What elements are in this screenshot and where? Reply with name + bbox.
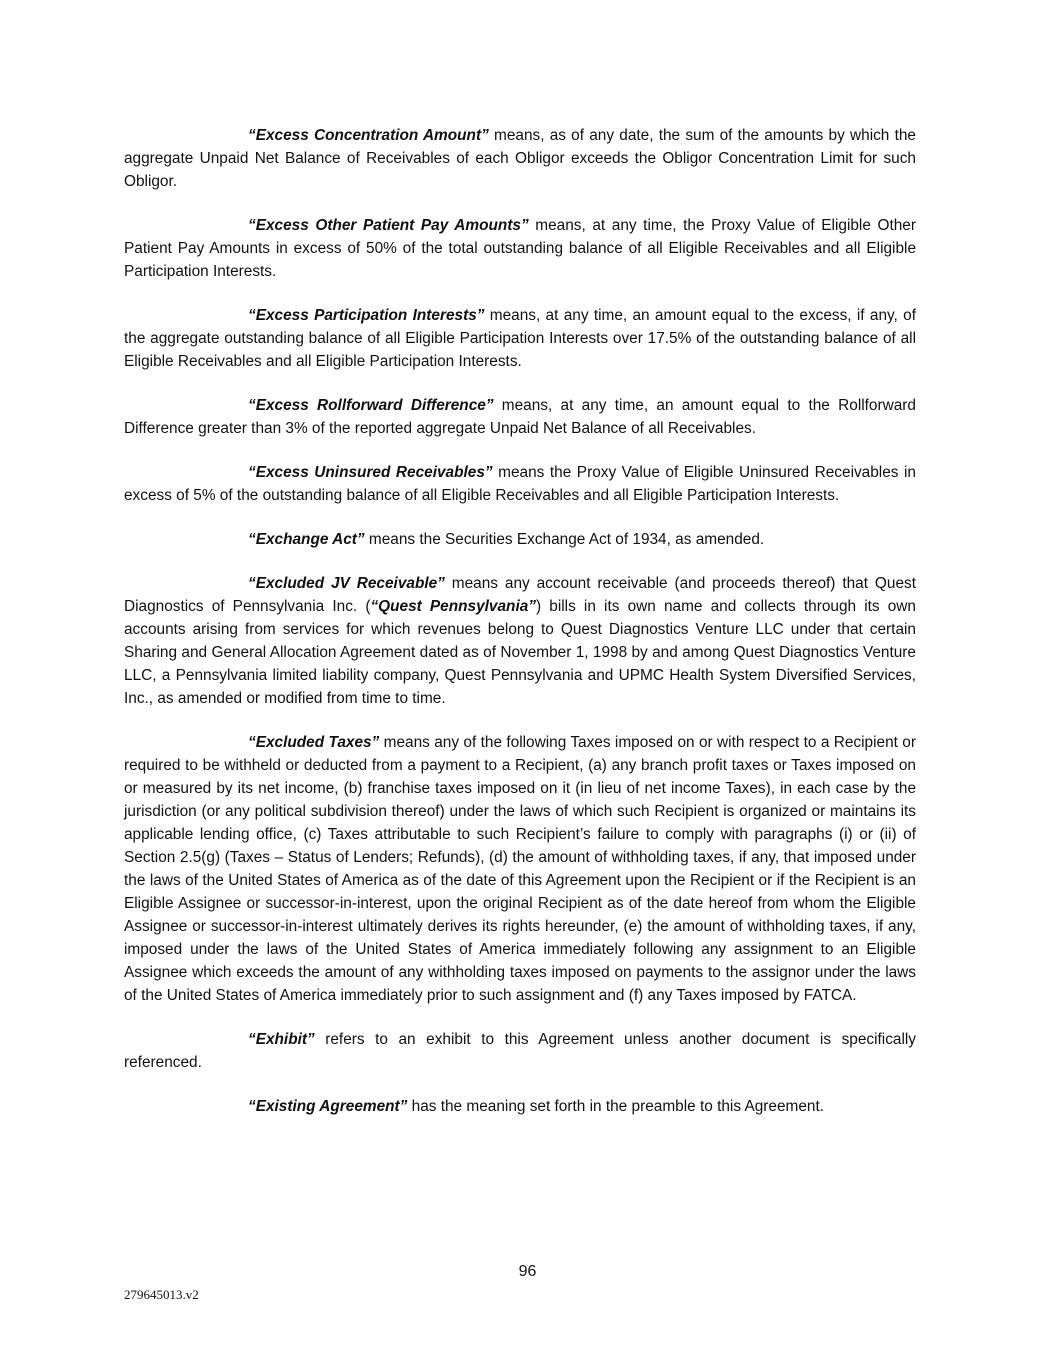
definition-excess-rollforward-difference xyxy=(124,394,916,440)
defined-term: “Excess Participation Interests” xyxy=(248,307,485,324)
definition-text: has the meaning set forth in the preamble to this Agreement. xyxy=(407,1098,825,1115)
definition-text: means, as of any date, the sum of the amounts by which the aggregate Unpaid Net Balance of Receivables of each Obligor exceeds the Obligor Concentration Limit for such Obligor. xyxy=(124,127,916,190)
definition-excess-other-patient-pay-amounts xyxy=(124,214,916,283)
definition-text: means, at any time, an amount equal to the Rollforward Difference greater than 3% of the reported aggregate Unpaid Net Balance of all Receivables. xyxy=(124,397,916,437)
defined-term: “Excess Uninsured Receivables” xyxy=(248,464,493,481)
definition-excluded-jv-receivable xyxy=(124,572,916,710)
defined-term: “Excluded JV Receivable” xyxy=(248,575,445,592)
defined-term: “Exchange Act” xyxy=(248,531,365,548)
definition-text: refers to an exhibit to this Agreement unless another document is specifically referenced. xyxy=(124,1031,916,1071)
defined-term: “Excess Concentration Amount” xyxy=(248,127,489,144)
defined-term: “Excluded Taxes” xyxy=(248,734,380,751)
document-id: 279645013.v2 xyxy=(124,1287,199,1302)
definition-text: means the Proxy Value of Eligible Uninsured Receivables in excess of 5% of the outstanding balance of all Eligible Receivables and all Eligible Participation Interests. xyxy=(124,464,916,504)
defined-term: “Excess Other Patient Pay Amounts” xyxy=(248,217,529,234)
defined-term: “Existing Agreement” xyxy=(248,1098,408,1115)
definition-text-continued: ) bills in its own name and collects through its own accounts arising from services for which revenues belong to Quest Diagnostics Venture LLC under that certain Sharing and General Allocation Agreement dated as of November 1, 1998 by and among Quest Diagnostics Venture LLC, a Pennsylvania limited liability company, Quest Pennsylvania and UPMC Health System Diversified Services, Inc., as amended or modified from time to time. xyxy=(124,598,916,707)
definition-excess-participation-interests xyxy=(124,304,916,373)
definition-exhibit xyxy=(124,1028,916,1074)
definitions-section xyxy=(124,124,916,1139)
page-number: 96 xyxy=(518,1263,537,1280)
definition-text: means any account receivable (and proceeds thereof) that Quest Diagnostics of Pennsylvania Inc. ( xyxy=(124,575,916,615)
definition-excess-uninsured-receivables xyxy=(124,461,916,507)
defined-term: “Exhibit” xyxy=(248,1031,315,1048)
definition-exchange-act xyxy=(124,528,916,551)
defined-term-inline: “Quest Pennsylvania” xyxy=(370,598,536,615)
definition-text: means, at any time, an amount equal to the excess, if any, of the aggregate outstanding balance of all Eligible Participation Interests over 17.5% of the outstanding balance of all Eligible Receivables and all Eligible Participation Interests. xyxy=(124,307,916,370)
definition-text: means any of the following Taxes imposed on or with respect to a Recipient or required to be withheld or deducted from a payment to a Recipient, (a) any branch profit taxes or Taxes imposed on or measured by its net income, (b) franchise taxes imposed on it (in lieu of net income Taxes), in each case by the jurisdiction (or any political subdivision thereof) under the laws of which such Recipient is organized or maintains its applicable lending office, (c) Taxes attributable to such Recipient’s failure to comply with paragraphs (i) or (ii) of Section 2.5(g) (Taxes – Status of Lenders; Refunds), (d) the amount of withholding taxes, if any, that imposed under the laws of the United States of America as of the date of this Agreement upon the Recipient or if the Recipient is an Eligible Assignee or successor-in-interest, upon the original Recipient as of the date hereof from whom the Eligible Assignee or successor-in-interest ultimately derives its rights hereunder, (e) the amount of withholding taxes, if any, imposed under the laws of the United States of America immediately following any assignment to an Eligible Assignee which exceeds the amount of any withholding taxes imposed on payments to the assignor under the laws of the United States of America immediately prior to such assignment and (f) any Taxes imposed by FATCA. xyxy=(124,734,916,1004)
definition-existing-agreement xyxy=(124,1095,916,1118)
definition-excluded-taxes xyxy=(124,731,916,1007)
definition-excess-concentration-amount xyxy=(124,124,916,193)
defined-term: “Excess Rollforward Difference” xyxy=(248,397,494,414)
definition-text: means, at any time, the Proxy Value of Eligible Other Patient Pay Amounts in excess of 50% of the total outstanding balance of all Eligible Receivables and all Eligible Participation Interests. xyxy=(124,217,916,280)
definition-text: means the Securities Exchange Act of 1934, as amended. xyxy=(364,531,765,548)
